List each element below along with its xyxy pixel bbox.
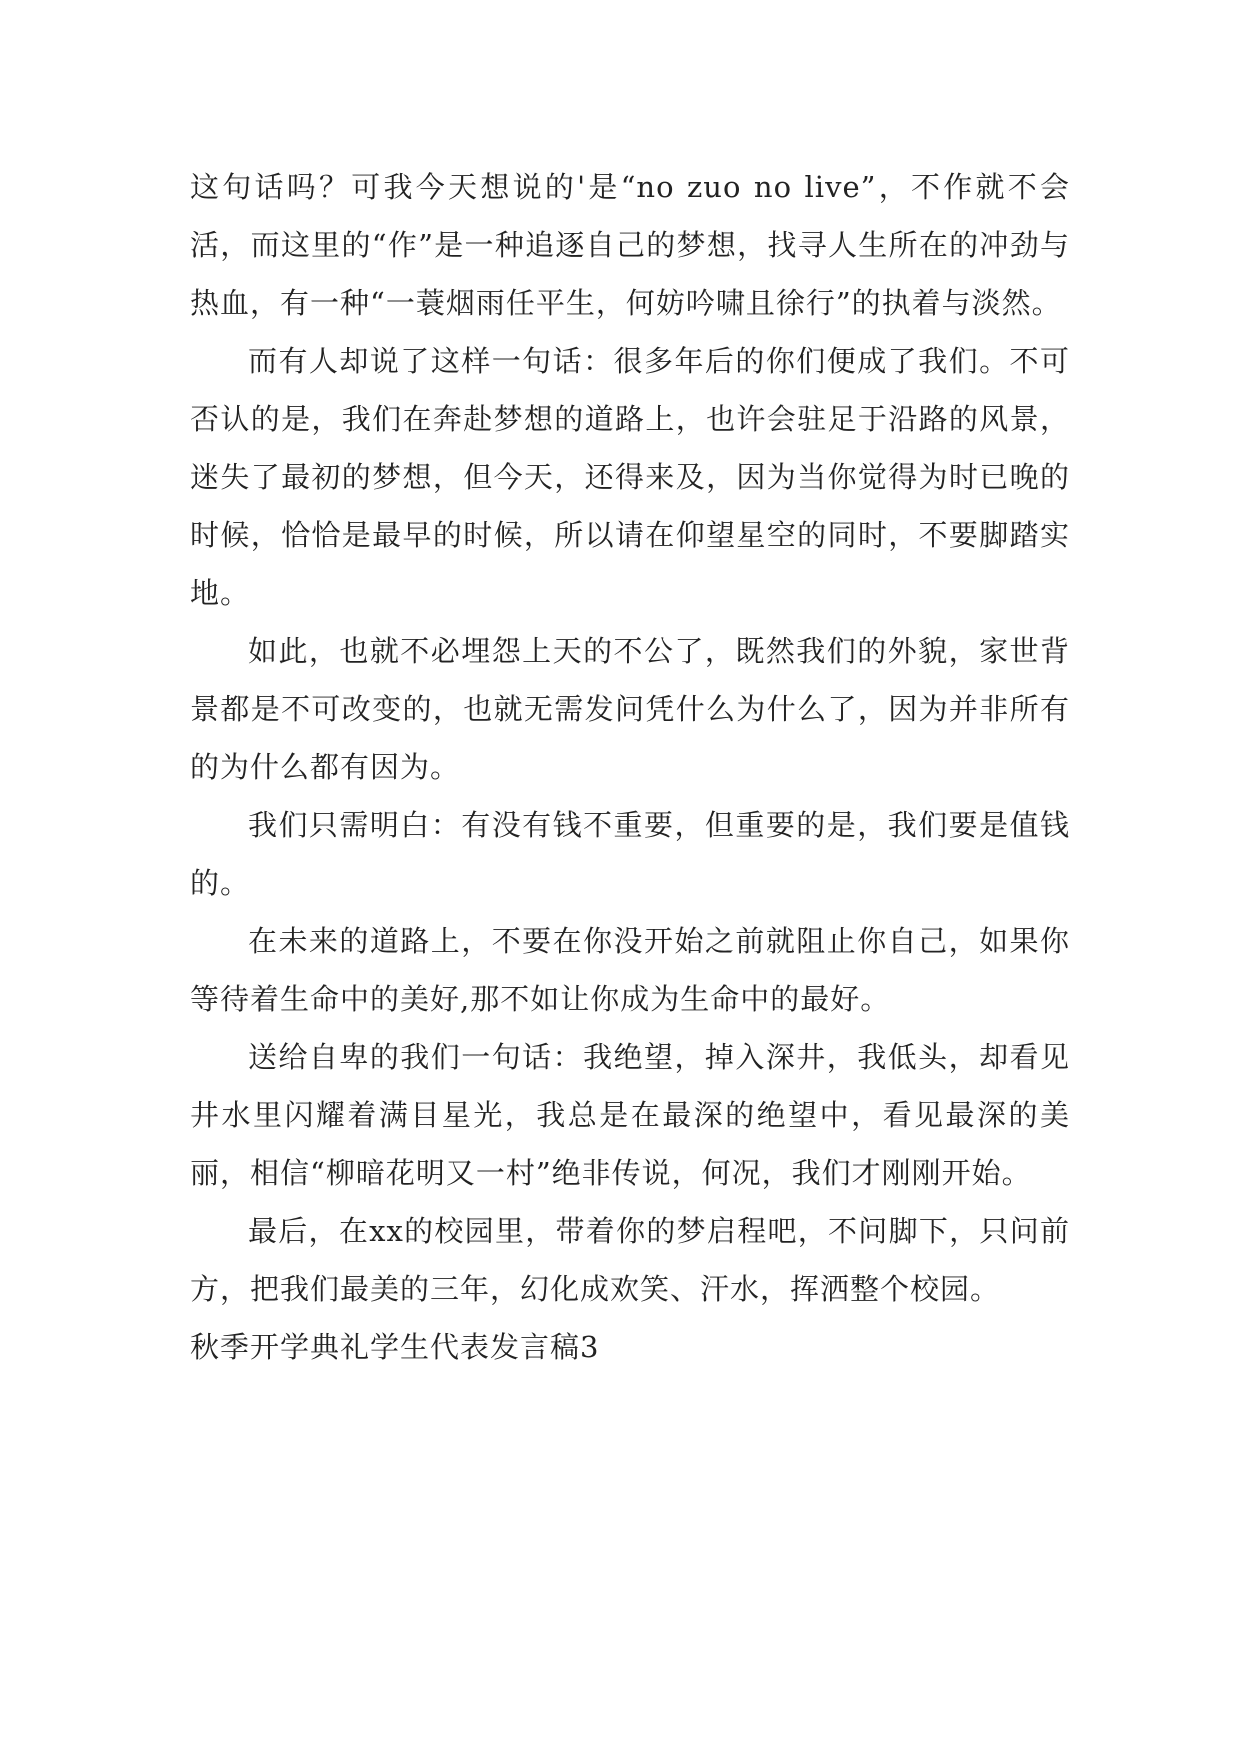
paragraph: 如此，也就不必埋怨上天的不公了，既然我们的外貌，家世背景都是不可改变的，也就无需发问凭什么为什么了，因为并非所有的为什么都有因为。: [190, 634, 1070, 784]
paragraph: 我们只需明白：有没有钱不重要，但重要的是，我们要是值钱的。: [190, 808, 1070, 900]
paragraph: 送给自卑的我们一句话：我绝望，掉入深井，我低头，却看见井水里闪耀着满目星光，我总是在最深的绝望中，看见最深的美丽，相信“柳暗花明又一村”绝非传说，何况，我们才刚刚开始。: [190, 1040, 1070, 1190]
paragraph: 在未来的道路上，不要在你没开始之前就阻止你自己，如果你等待着生命中的美好,那不如让你成为生命中的最好。: [190, 924, 1070, 1016]
paragraph-continued: 这句话吗？可我今天想说的'是“no zuo no live”，不作就不会活，而这里的“作”是一种追逐自己的梦想，找寻人生所在的冲劲与热血，有一种“一蓑烟雨任平生，何妨吟啸且徐行”的执着与淡然。: [190, 170, 1070, 320]
paragraph: 最后，在xx的校园里，带着你的梦启程吧，不问脚下，只问前方，把我们最美的三年，幻化成欢笑、汗水，挥洒整个校园。: [190, 1214, 1070, 1306]
paragraph: 而有人却说了这样一句话：很多年后的你们便成了我们。不可否认的是，我们在奔赴梦想的道路上，也许会驻足于沿路的风景，迷失了最初的梦想，但今天，还得来及，因为当你觉得为时已晚的时候，恰恰是最早的时候，所以请在仰望星空的同时，不要脚踏实地。: [190, 344, 1070, 610]
section-heading: 秋季开学典礼学生代表发言稿3: [190, 1330, 600, 1364]
document-body: [190, 158, 1070, 1376]
